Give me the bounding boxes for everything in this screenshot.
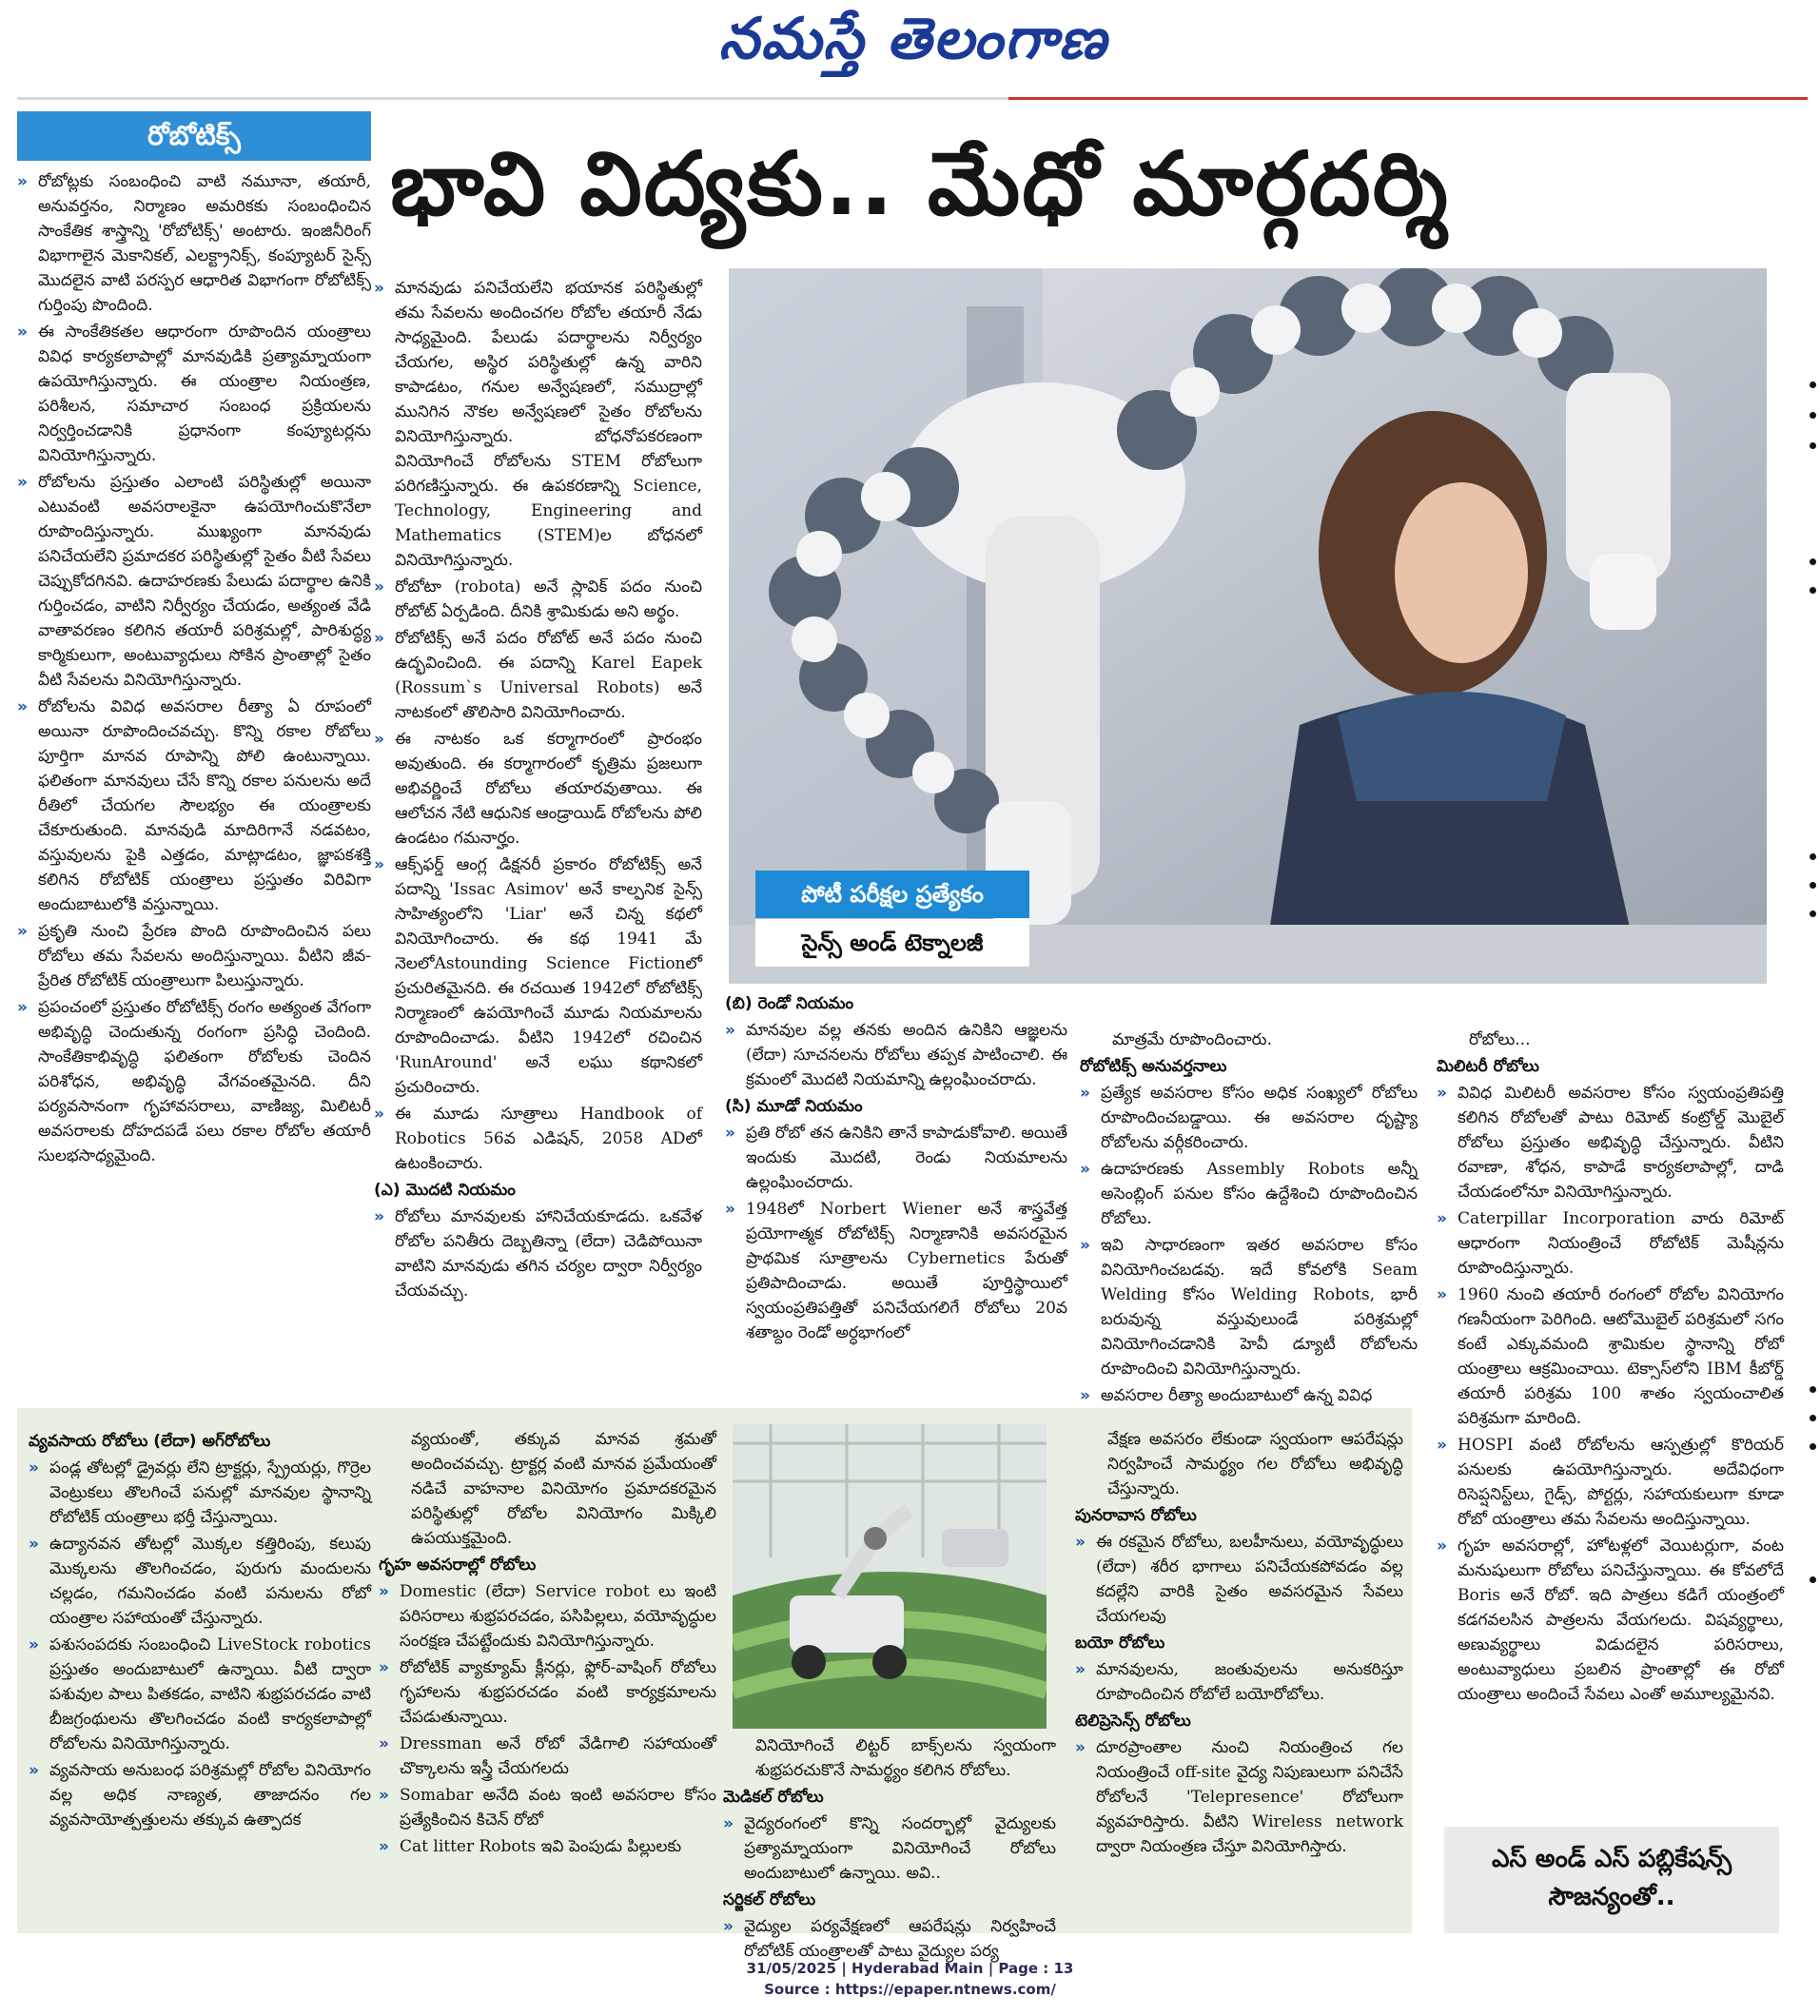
col2-para: » ఈ నాటకం ఒక కర్మాగారంలో ప్రారంభం అవుతుంది. ఈ కర్మాగారంలో కృత్రిమ ప్రజలుగా అభివర్ణించే రోబోలు తయారవుతాయి. ఈ ఆలోచన నేటి ఆధునిక ఆండ్రాయిడ్ రోబోలను పోలి ఉండటం గమనార్హం. — [374, 727, 702, 851]
edge-bullet-icon — [1810, 882, 1816, 889]
col5-item: » 1960 నుంచి తయారీ రంగంలో రోబోల వినియోగం గణనీయంగా పెరిగింది. ఆటోమొబైల్ పరిశ్రమలో సగం కంటే ఎక్కువమంది శ్రామికుల స్థానాన్ని రోబో యంత్రాలు ఆక్రమించాయి. టెక్సాస్‌లోని IBM కీబోర్డ్ తయారీ పరిశ్రమ 100 శాతం స్వయంచాలిత పరిశ్రమగా మారింది. — [1437, 1282, 1784, 1431]
telepresence-heading: టెలిప్రెసెన్స్ రోబోలు — [1075, 1712, 1191, 1731]
agri-item: » వ్యవసాయ అనుబంధ పరిశ్రమల్లో రోబోల వినియోగం వల్ల అధిక నాణ్యత, తాజాదనం గల వ్యవసాయోత్పత్తులను తక్కువ ఉత్పాదక — [29, 1758, 371, 1832]
edge-bullet-icon — [1810, 412, 1816, 419]
masthead-accent-rule — [1008, 97, 1808, 100]
agri-heading: వ్యవసాయ రోబోలు (లేదా) అగ్‌రోబోలు — [29, 1432, 271, 1451]
col5-item: » గృహ అవసరాల్లో, హోటళ్లలో వెయిటర్లుగా, వంట మనుషులుగా రోబోలు పనిచేస్తున్నాయి. ఈ కోవలోదే Boris అనే రోబో. ఇది పాత్రలు కడిగే యంత్రంలో కడగవలసిన పాత్రలను వేయగలదు. విషవ్యర్థాలు, అణువ్యర్థాలు విడుదలైన పరిసరాలు, అంటువ్యాధులు ప్రబలిన ప్రాంతాల్లో ఈ రోబో యంత్రాలు అందించే సేవలు ఎంతో అమూల్యమైనవి. — [1437, 1534, 1784, 1707]
col2-para: » ఆక్స్‌ఫర్డ్ ఆంగ్ల డిక్షనరీ ప్రకారం రోబోటిక్స్ అనే పదాన్ని 'Issac Asimov' అనే కాల్పనిక సైన్స్ సాహిత్యంలోని 'Liar' అనే చిన్న కథలో వినియోగించారు. ఈ కథ 1941 మే నెలలోAstounding Science Fictionలో ప్రచురితమైనది. ఈ రచయిత 1942లో రోబోటిక్స్ నిర్మాణంలో ఉపయోగించే మూడు నియమాలను రూపొందించాడు. వీటిని 1942లో రచించిన 'RunAround' అనే లఘు కథానికలో ప్రచురించారు. — [374, 852, 702, 1100]
edge-bullet-icon — [1810, 382, 1816, 388]
bottom-col-3 — [723, 1733, 1056, 1966]
col4-item: » అవసరాల రీత్యా అందుబాటులో ఉన్న వివిధ — [1080, 1383, 1418, 1408]
exam-special-badge: పోటీ పరీక్షల ప్రత్యేకం — [755, 871, 1029, 918]
col4-intro: మాత్రమే రూపొందించారు. — [1112, 1030, 1272, 1049]
home-item: » Somabar అనేది వంట ఇంటి అవసరాల కోసం ప్రత్యేకించిన కిచెన్ రోబో — [379, 1783, 716, 1832]
bottom-col-2 — [379, 1427, 716, 1861]
rule1-heading: (ఎ) మొదటి నియమం — [374, 1181, 516, 1200]
masthead — [0, 0, 1820, 95]
credit-line-1: ఎస్ అండ్ ఎస్ పబ్లికేషన్స్ — [1491, 1845, 1732, 1873]
footer-source-link[interactable]: Source : https://epaper.ntnews.com/ — [764, 1981, 1056, 1998]
col2-para: » ఈ మూడు సూత్రాలు Handbook of Robotics 56వ ఎడిషన్, 2058 ADలో ఉటంకించారు. — [374, 1102, 702, 1176]
applications-heading: రోబోటిక్స్ అనువర్తనాలు — [1080, 1057, 1227, 1076]
edge-bullet-icon — [1810, 1415, 1816, 1421]
credit-box — [1444, 1827, 1779, 1933]
edge-bullet-icon — [1810, 910, 1816, 917]
home-item: » Domestic (లేదా) Service robot లు ఇంటి పరిసరాలు శుభ్రపరచడం, పసిపిల్లలు, వయోవృద్ధుల సంరక్షణ చేపట్టేందుకు వినియోగిస్తున్నారు. — [379, 1579, 716, 1654]
home-item: » Cat litter Robots ఇవి పెంపుడు పిల్లులకు — [379, 1834, 716, 1859]
rule3-text: » ప్రతి రోబో తన ఉనికిని తానే కాపాడుకోవాలి. అయితే ఇందుకు మొదటి, రెండు నియమాలను ఉల్లంఘించరాదు. — [725, 1121, 1067, 1195]
col4-item: » ఉదాహరణకు Assembly Robots అన్నీ అసెంబ్లింగ్ పనుల కోసం ఉద్దేశించి రూపొందించిన రోబోలు. — [1080, 1157, 1418, 1231]
col2-para: » రోబోటిక్స్ అనే పదం రోబోట్ అనే పదం నుంచి ఉద్భవించింది. ఈ పదాన్ని Karel Eapek (Rossum`s Universal Robots) అనే నాటకంలో తొలిసారి వినియోగించారు. — [374, 626, 702, 725]
rule1-text: » రోబోలు మానవులకు హానిచేయకూడదు. ఒకవేళ రోబోల పనితీరు దెబ్బతిన్నా (లేదా) చెడిపోయినా వాటిని మానవుడు తగిన చర్యల ద్వారా నిర్వీర్యం చేయవచ్చు. — [374, 1204, 702, 1303]
edge-bullet-icon — [1810, 853, 1816, 860]
farm-robot-photo — [733, 1424, 1047, 1729]
bottom-col-1 — [29, 1427, 371, 1834]
column-5 — [1437, 1028, 1784, 1709]
agri-item: » ఉద్యానవన తోటల్లో మొక్కల కత్తిరింపు, కలుపు మొక్కలను తొలగించడం, పురుగు మందులను చల్లడం, గమనించడం వంటి పనులను రోబో యంత్రాల సహాయంతో చేస్తున్నారు. — [29, 1532, 371, 1631]
edge-bullet-icon — [1810, 1386, 1816, 1393]
military-heading: మిలిటరీ రోబోలు — [1437, 1057, 1539, 1076]
science-tech-badge: సైన్స్ అండ్ టెక్నాలజీ — [755, 919, 1029, 967]
home-item: » రోబోటిక్ వ్యాక్యూమ్ క్లీనర్లు, ఫ్లోర్-వాషింగ్ రోబోలు గృహాలను శుభ్రపరచడం వంటి కార్యక్రమాలను చేపడుతున్నాయి. — [379, 1655, 716, 1730]
col4-item: » ఇవి సాధారణంగా ఇతర అవసరాల కోసం వినియోగించబడవు. ఇదే కోవలోకి Seam Welding కోసం Welding Robots, భారీ బరువున్న వస్తువులుండే పరిశ్రమల్లో వినియోగించడానికి హెవీ డ్యూటీ రోబోలను రూపొందించి వినియోగిస్తున్నారు. — [1080, 1233, 1418, 1381]
headline: భావి విద్యకు.. మేధో మార్గదర్శి — [390, 133, 1450, 235]
edge-bullet-icon — [1810, 1576, 1816, 1583]
col2-para: » మానవుడు పనిచేయలేని భయానక పరిస్థితుల్లో తమ సేవలను అందించగల రోబోల తయారీ నేడు సాధ్యమైంది. పేలుడు పదార్థాలను నిర్వీర్యం చేయగల, అస్థిర పరిస్థితుల్లో ఉన్న వారిని కాపాడటం, గనుల అన్వేషణలో, సముద్రాల్లో మునిగిన నౌకల అన్వేషణలో సైతం రోబోలను వినియోగిస్తున్నారు. బోధనోపకరణంగా వినియోగించే రోబోలను STEM రోబోలుగా పరిగణిస్తున్నారు. ఈ ఉపకరణాన్ని Science, Technology, Engineering and Mathematics (STEM)ల బోధనలో వినియోగిస్తున్నారు. — [374, 276, 702, 573]
bottom-col-4 — [1075, 1427, 1403, 1861]
adjacent-column-edge — [1804, 111, 1820, 1729]
medical-heading: మెడికల్ రోబోలు — [723, 1788, 824, 1807]
credit-line-2: సౌజన్యంతో.. — [1548, 1883, 1675, 1911]
edge-bullet-icon — [1810, 587, 1816, 594]
edge-bullet-icon — [1810, 442, 1816, 449]
rehab-item: » ఈ రకమైన రోబోలు, బలహీనులు, వయోవృద్ధులు (లేదా) శరీర భాగాలు పనిచేయకపోవడం వల్ల కదల్లేని వారికి సైతం అవసరమైన సేవలు చేయగలవు — [1075, 1530, 1403, 1629]
bottom2-intro: వ్యయంతో, తక్కువ మానవ శ్రమతో అందించవచ్చు. ట్రాక్టర్ల వంటి మానవ ప్రమేయంతో నడిచే వాహనాల వినియోగం ప్రమాదకరమైన పరిస్థితుల్లో రోబోల వినియోగం మిక్కిలి ఉపయుక్తమైంది. — [411, 1430, 716, 1548]
surgical-heading: సర్జికల్ రోబోలు — [723, 1890, 816, 1909]
section-tag: రోబోటిక్స్ — [17, 111, 371, 161]
agri-item: » పండ్ల తోటల్లో డ్రైవర్లు లేని ట్రాక్టర్లు, స్ప్రేయర్లు, గొర్రెల వెంట్రుకలు తొలగించే పనుల్లో మానవుల స్థానాన్ని రోబోటిక్ యంత్రాలు భర్తీ చేస్తున్నాయి. — [29, 1456, 371, 1530]
col1-para: » రోబోలను వివిధ అవసరాల రీత్యా ఏ రూపంలో అయినా రూపొందించవచ్చు. కొన్ని రకాల రోబోలు పూర్తిగా మానవ రూపాన్ని పోలి ఉంటున్నాయి. ఫలితంగా మానవులు చేసే కొన్ని రకాల పనులను అదే రీతిలో చేయగల సౌలభ్యం ఈ యంత్రాలకు చేకూరుతుంది. మానవుడి మాదిరిగానే నడవటం, వస్తువులను పైకి ఎత్తడం, మాట్లాడటం, జ్ఞాపకశక్తి కలిగిన రోబోటిక్ యంత్రాలు ప్రస్తుతం విరివిగా అందుబాటులోకి వస్తున్నాయి. — [17, 695, 371, 917]
telepresence-item: » దూరప్రాంతాల నుంచి నియంత్రించ గల నియంత్రించే off-site వైద్య నిపుణులుగా పనిచేసే రోబోలనే 'Telepresence' రోబోలుగా వ్యవహరిస్తారు. వీటిని Wireless network ద్వారా నియంత్రణ చేస్తూ వినియోగిస్తారు. — [1075, 1735, 1403, 1859]
rule2-heading: (బి) రెండో నియమం — [725, 994, 854, 1013]
rule2-text: » మానవుల వల్ల తనకు అందిన ఉనికిని ఆజ్ఞలను (లేదా) సూచనలను రోబోలు తప్పక పాటించాలి. ఈ క్రమంలో మొదటి నియమాన్ని ఉల్లంఘించరాదు. — [725, 1018, 1067, 1092]
col4-item: » ప్రత్యేక అవసరాల కోసం అధిక సంఖ్యలో రోబోలు రూపొందించబడ్డాయి. ఈ అవసరాల దృష్ట్యా రోబోలను వర్గీకరించారు. — [1080, 1081, 1418, 1155]
column-1 — [17, 169, 371, 1170]
surgical-item: » వైద్యుల పర్యవేక్షణలో ఆపరేషన్లు నిర్వహించే రోబోటిక్ యంత్రాలతో పాటు వైద్యుల పర్య — [723, 1914, 1056, 1964]
col1-para: » ఈ సాంకేతికతల ఆధారంగా రూపొందిన యంత్రాలు వివిధ కార్యకలాపాల్లో మానవుడికి ప్రత్యామ్నాయంగా ఉపయోగిస్తున్నారు. ఈ యంత్రాల నియంత్రణ, పరిశీలన, సమాచార సంబంధ ప్రక్రియలను నిర్వర్తించడానికి ప్రధానంగా కంప్యూటర్లను వినియోగిస్తున్నారు. — [17, 320, 371, 468]
col1-para: » రోబోలను ప్రస్తుతం ఎలాంటి పరిస్థితుల్లో అయినా ఎటువంటి అవసరాలకైనా ఉపయోగించుకొనేలా రూపొందిస్తున్నారు. ముఖ్యంగా మానవుడు పనిచేయలేని ప్రమాదకర పరిస్థితుల్లో సైతం వీటి సేవలు చెప్పుకోదగినవి. ఉదాహరణకు పేలుడు పదార్థాల ఉనికి గుర్తించడం, వాటిని నిర్వీర్యం చేయడం, అత్యంత వేడి వాతావరణం కలిగిన తయారీ పరిశ్రమల్లో, పారిశుద్ధ్య కార్మికులుగా, అంటువ్యాధులు సోకిన ప్రాంతాల్లో సైతం వీటి సేవలను వినియోగిస్తున్నారు. — [17, 470, 371, 693]
bottom4-intro: వేక్షణ అవసరం లేకుండా స్వయంగా ఆపరేషన్లు నిర్వహించే సామర్థ్యం గల రోబోలు అభివృద్ధి చేస్తున్నారు. — [1107, 1430, 1403, 1498]
home-heading: గృహ అవసరాల్లో రోబోలు — [379, 1556, 537, 1575]
agri-item: » పశుసంపదకు సంబంధించి LiveStock robotics ప్రస్తుతం అందుబాటులో ఉన్నాయి. వీటి ద్వారా పశువుల పాలు పితకడం, వాటిని శుభ్రపరచడం వాటి బీజగ్రంథులను తొలగించడం వంటి కార్యకలాపాల్లో రోబోలను వినియోగిస్తున్నారు. — [29, 1633, 371, 1756]
greenhouse-robot-illustration — [733, 1424, 1047, 1729]
rehab-heading: పునరావాస రోబోలు — [1075, 1506, 1197, 1525]
rule3-heading: (సి) మూడో నియమం — [725, 1097, 863, 1116]
bio-heading: బయో రోబోలు — [1075, 1634, 1165, 1653]
column-4 — [1080, 1028, 1418, 1410]
edge-bullet-icon — [1810, 558, 1816, 565]
home-item: » Dressman అనే రోబో వేడిగాలి సహాయంతో చొక్కాలను ఇస్త్రీ చేయగలదు — [379, 1732, 716, 1781]
col5-item: » Caterpillar Incorporation వారు రిమోట్ ఆధారంగా నియంత్రించే రోబోటిక్ మెషీన్లను రూపొందిస్తున్నారు. — [1437, 1206, 1784, 1281]
col1-para: » రోబోట్లకు సంబంధించి వాటి నమూనా, తయారీ, అనువర్తనం, నిర్మాణం అమరికకు సంబంధించిన సాంకేతిక శాస్త్రాన్ని 'రోబోటిక్స్' అంటారు. ఇంజినీరింగ్ విభాగాలైన మెకానికల్, ఎలక్ట్రానిక్స్, కంప్యూటర్ సైన్స్ మొదలైన వాటి పరస్పర ఆధారిత విభాగంగా రోబోటిక్స్ గుర్తింపు పొందింది. — [17, 169, 371, 318]
col2-para: » రోబోటా (robota) అనే స్లావిక్ పదం నుంచి రోబోట్ ఏర్పడింది. దీనికి శ్రామికుడు అని అర్థం. — [374, 575, 702, 624]
footer-edition: 31/05/2025 | Hyderabad Main | Page : 13 — [746, 1960, 1074, 1977]
col5-item: » వివిధ మిలిటరీ అవసరాల కోసం స్వయంప్రతిపత్తి కలిగిన రోబోలతో పాటు రిమోట్ కంట్రోల్డ్ మొబైల్ రోబోలు ప్రస్తుతం అభివృద్ధి చేస్తున్నారు. వీటిని రవాణా, శోధన, కాపాడే కార్యకలాపాల్లో, దాడి చేయడంలోనూ వినియోగిస్తున్నారు. — [1437, 1081, 1784, 1204]
bio-item: » మానవులను, జంతువులను అనుకరిస్తూ రూపొందించిన రోబోలే బయోరోబోలు. — [1075, 1657, 1403, 1707]
wiener-para: » 1948లో Norbert Wiener అనే శాస్త్రవేత్త ప్రయోగాత్మక రోబోటిక్స్ నిర్మాణానికి అవసరమైన ప్రాథమిక సూత్రాలను Cybernetics పేరుతో ప్రతిపాదించాడు. అయితే పూర్తిస్థాయిలో స్వయంప్రతిపత్తితో పనిచేయగలిగే రోబోలు 20వ శతాబ్దం రెండో అర్ధభాగంలో — [725, 1197, 1067, 1345]
col1-para: » ప్రకృతి నుంచి ప్రేరణ పొంది రూపొందించిన పలు రోబోలు తమ సేవలను అందిస్తున్నాయి. వీటిని జీవ-ప్రేరిత రోబోటిక్ యంత్రాలుగా పిలుస్తున్నారు. — [17, 919, 371, 993]
edge-bullet-icon — [1810, 1443, 1816, 1450]
page-footer — [0, 1958, 1820, 2000]
medical-item: » వైద్యరంగంలో కొన్ని సందర్భాల్లో వైద్యులకు ప్రత్యామ్నాయంగా వినియోగించే రోబోలు అందుబాటులో ఉన్నాయి. అవి.. — [723, 1811, 1056, 1886]
col5-intro: రోబోలు... — [1469, 1030, 1531, 1049]
col5-item: » HOSPI వంటి రోబోలను ఆస్పత్రుల్లో కొరియర్ పనులకు ఉపయోగిస్తున్నారు. అదేవిధంగా రిసెప్షనిస్ట్‌లు, గైడ్స్, పోర్టర్లు, సహాయకులుగా కూడా రోబో యంత్రాలు తమ సేవలను అందిస్తున్నాయి. — [1437, 1433, 1784, 1532]
column-2 — [374, 276, 702, 1305]
bottom3-intro: వినియోగించే లిట్టర్ బాక్స్‌లను స్వయంగా శుభ్రపరచుకొనే సామర్థ్యం కలిగిన రోబోలు. — [755, 1736, 1056, 1780]
column-3 — [725, 989, 1067, 1347]
col1-para: » ప్రపంచంలో ప్రస్తుతం రోబోటిక్స్ రంగం అత్యంత వేగంగా అభివృద్ధి చెందుతున్న రంగంగా ప్రసిద్ధి చెందింది. సాంకేతికాభివృద్ధి ఫలితంగా రోబోలకు చెందిన పరిశోధన, అభివృద్ధి వేగవంతమైనది. దీని పర్యవసానంగా గృహావసరాలు, వాణిజ్య, మిలిటరీ అవసరాలకు దోహదపడే పలు రకాల రోబోల తయారీ సులభసాధ్యమైంది. — [17, 995, 371, 1168]
newspaper-logo: నమస్తే తెలంగాణ — [718, 6, 1108, 72]
